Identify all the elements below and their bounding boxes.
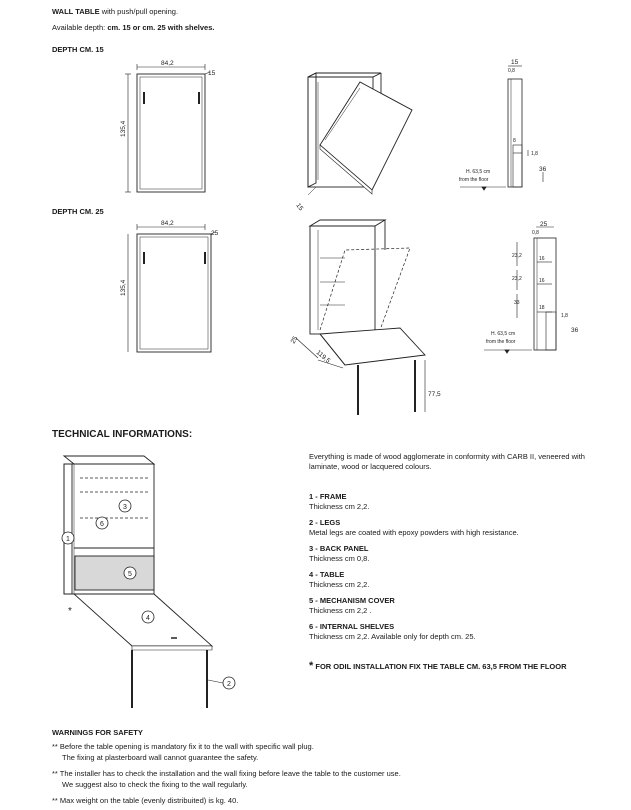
d15-depth-label: 15 [208, 70, 216, 77]
available-depth-values: cm. 15 or cm. 25 with shelves. [107, 23, 215, 32]
callout-1: 1 [66, 536, 70, 543]
component-desc: Thickness cm 0,8. [309, 554, 370, 563]
d25-side-table-label: 36 [571, 327, 579, 334]
d15-width-label: 84,2 [161, 60, 174, 67]
component-title: 6 - INTERNAL SHELVES [309, 622, 395, 631]
component-title: 1 - FRAME [309, 492, 347, 501]
component-desc: Metal legs are coated with epoxy powders with high resistance. [309, 528, 519, 537]
component-desc: Thickness cm 2,2. Available only for depth cm. 25. [309, 632, 476, 641]
component-legs [309, 518, 609, 544]
callout-2: 2 [227, 681, 231, 688]
component-title: 4 - TABLE [309, 570, 345, 579]
technical-intro: Everything is made of wood agglomerate in conformity with CARB II, veneered with laminate, wood or lacquered colours. [309, 452, 585, 471]
callout-6: 6 [100, 521, 104, 528]
product-subtitle: with push/pull opening. [99, 7, 179, 16]
component-list [309, 492, 609, 648]
note-star: * [309, 660, 314, 672]
d15-side-frame-label: 1,8 [531, 151, 538, 157]
d15-fold-depth-label: 15 [294, 202, 305, 213]
d25-height-label: 135,4 [120, 279, 127, 296]
d25-side-gap-1: 23,2 [512, 253, 522, 259]
component-desc: Thickness cm 2,2. [309, 580, 370, 589]
depth15-heading: DEPTH CM. 15 [52, 45, 104, 54]
depth25-heading: DEPTH CM. 25 [52, 207, 104, 216]
d25-side-thickness-label: 0,8 [532, 230, 539, 236]
depth25-open-view [296, 220, 425, 415]
d15-side-inner-label: 8 [513, 138, 516, 144]
d25-width-label: 84,2 [161, 220, 174, 227]
d15-side-thickness-label: 0,8 [508, 68, 515, 74]
warning-line: We suggest also to check the fixing to the wall regularly. [62, 780, 248, 789]
component-title: 3 - BACK PANEL [309, 544, 369, 553]
note-text: FOR ODIL INSTALLATION FIX THE TABLE CM. 63,5 FROM THE FLOOR [315, 662, 567, 671]
component-internal-shelves [309, 622, 609, 648]
component-desc: Thickness cm 2,2 . [309, 606, 372, 615]
d15-side-table-label: 36 [539, 166, 547, 173]
component-title: 2 - LEGS [309, 518, 341, 527]
d25-side-depth-label: 25 [540, 221, 548, 228]
d15-side-depth-label: 15 [511, 59, 519, 66]
depth15-folding-view [308, 73, 412, 195]
d15-floor-note-2: from the floor [459, 177, 489, 183]
warnings-title: WARNINGS FOR SAFETY [52, 728, 143, 737]
d25-depth-label: 25 [211, 230, 219, 237]
d25-side-shelf-1: 16 [539, 256, 545, 262]
technical-title: TECHNICAL INFORMATIONS: [52, 429, 193, 440]
technical-drawing [64, 456, 212, 708]
d25-side-gap-2: 23,2 [512, 276, 522, 282]
d25-floor-note-2: from the floor [486, 339, 516, 345]
component-desc: Thickness cm 2,2. [309, 502, 370, 511]
component-table [309, 570, 609, 596]
d15-floor-note-1: H. 63,5 cm [466, 169, 491, 175]
component-back-panel [309, 544, 609, 570]
depth15-front-view [125, 64, 210, 192]
component-mechanism-cover [309, 596, 609, 622]
warning-line: The fixing at plasterboard wall cannot guarantee the safety. [62, 753, 259, 762]
warning-line: ** Max weight on the table (evenly distribuited) is kg. 40. [52, 796, 239, 805]
warning-line: ** The installer has to check the installation and the wall fixing before leave the table to the customer use. [52, 769, 401, 778]
depth25-front-view [128, 224, 215, 352]
d25-open-length-label: 119,5 [314, 349, 332, 365]
product-name: WALL TABLE [52, 7, 100, 16]
d25-open-depth-label: 25 [289, 335, 300, 345]
d25-side-gap-3: 33 [514, 300, 520, 306]
d25-floor-note-1: H. 63,5 cm [491, 331, 516, 337]
available-depth-label: Available depth: [52, 23, 108, 32]
callout-3: 3 [123, 504, 127, 511]
d25-side-shelf-2: 16 [539, 278, 545, 284]
d25-open-height-label: 77,5 [428, 391, 441, 398]
callout-5: 5 [128, 571, 132, 578]
d15-height-label: 135,4 [120, 120, 127, 137]
d25-side-frame-label: 1,8 [561, 313, 568, 319]
warning-line: ** Before the table opening is mandatory fix it to the wall with specific wall plug. [52, 742, 314, 751]
drawing-star: * [68, 606, 72, 617]
installation-note [309, 660, 566, 672]
d25-side-shelf-3: 18 [539, 305, 545, 311]
component-title: 5 - MECHANISM COVER [309, 596, 395, 605]
callout-4: 4 [146, 615, 150, 622]
component-frame [309, 492, 609, 518]
